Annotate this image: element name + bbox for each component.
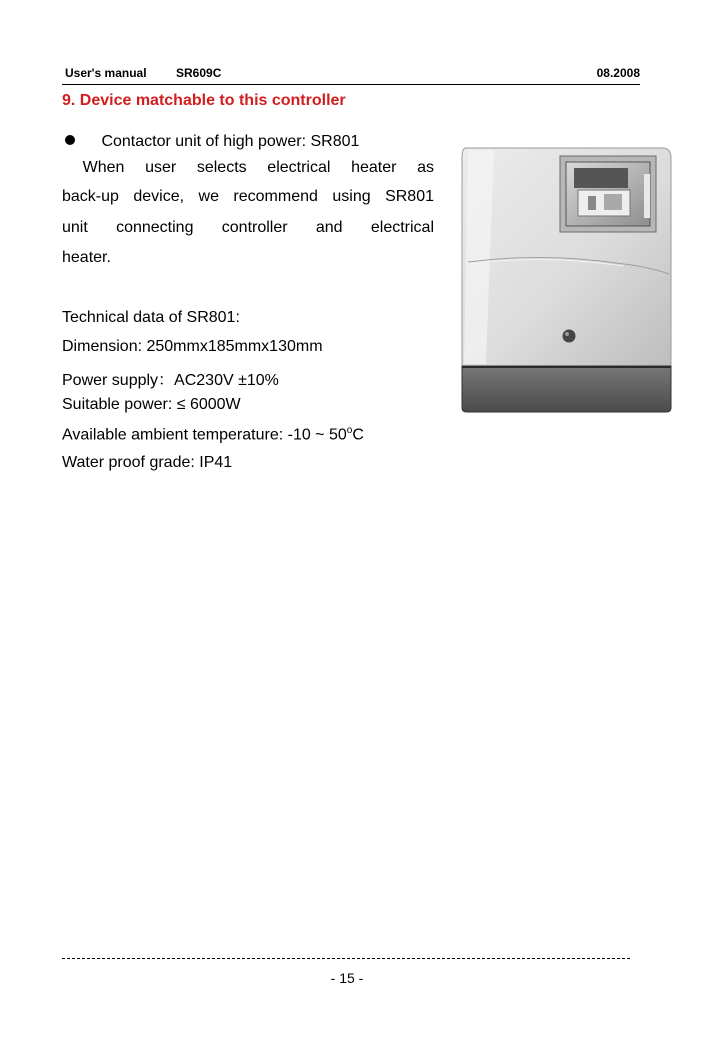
- spec-power-supply: Power supply：AC230V ±10%: [62, 372, 279, 389]
- sr801-device-image: [454, 144, 674, 414]
- section-title: 9. Device matchable to this controller: [62, 92, 346, 109]
- description-line-4: heater.: [62, 249, 111, 266]
- page-number: - 15 -: [330, 970, 364, 986]
- spec-suitable-power: Suitable power: ≤ 6000W: [62, 396, 241, 413]
- spec-ambient-temperature: [62, 425, 364, 444]
- header-manual-label: User's manual: [65, 66, 147, 80]
- spec-title: Technical data of SR801:: [62, 309, 240, 326]
- temp-prefix: Available ambient temperature: -10 ~ 50: [62, 426, 347, 444]
- bullet-text: Contactor unit of high power: SR801: [101, 133, 360, 150]
- header-divider: [62, 84, 640, 85]
- header-model-label: SR609C: [176, 66, 222, 80]
- page-header: [62, 66, 640, 82]
- description-line-1: When user selects electrical heater as: [62, 159, 434, 176]
- spec-waterproof: Water proof grade: IP41: [62, 454, 233, 471]
- bullet-dot-icon: [65, 135, 75, 145]
- temp-unit: C: [352, 426, 364, 444]
- header-date-label: 08.2008: [596, 66, 640, 80]
- degree-symbol: o: [346, 425, 353, 436]
- description-line-3: unit connecting controller and electrical: [62, 219, 434, 236]
- spec-dimension: Dimension: 250mmx185mmx130mm: [62, 338, 323, 355]
- description-line-2: back-up device, we recommend using SR801: [62, 188, 434, 205]
- bullet-item: [62, 133, 359, 151]
- footer-divider: [62, 958, 630, 959]
